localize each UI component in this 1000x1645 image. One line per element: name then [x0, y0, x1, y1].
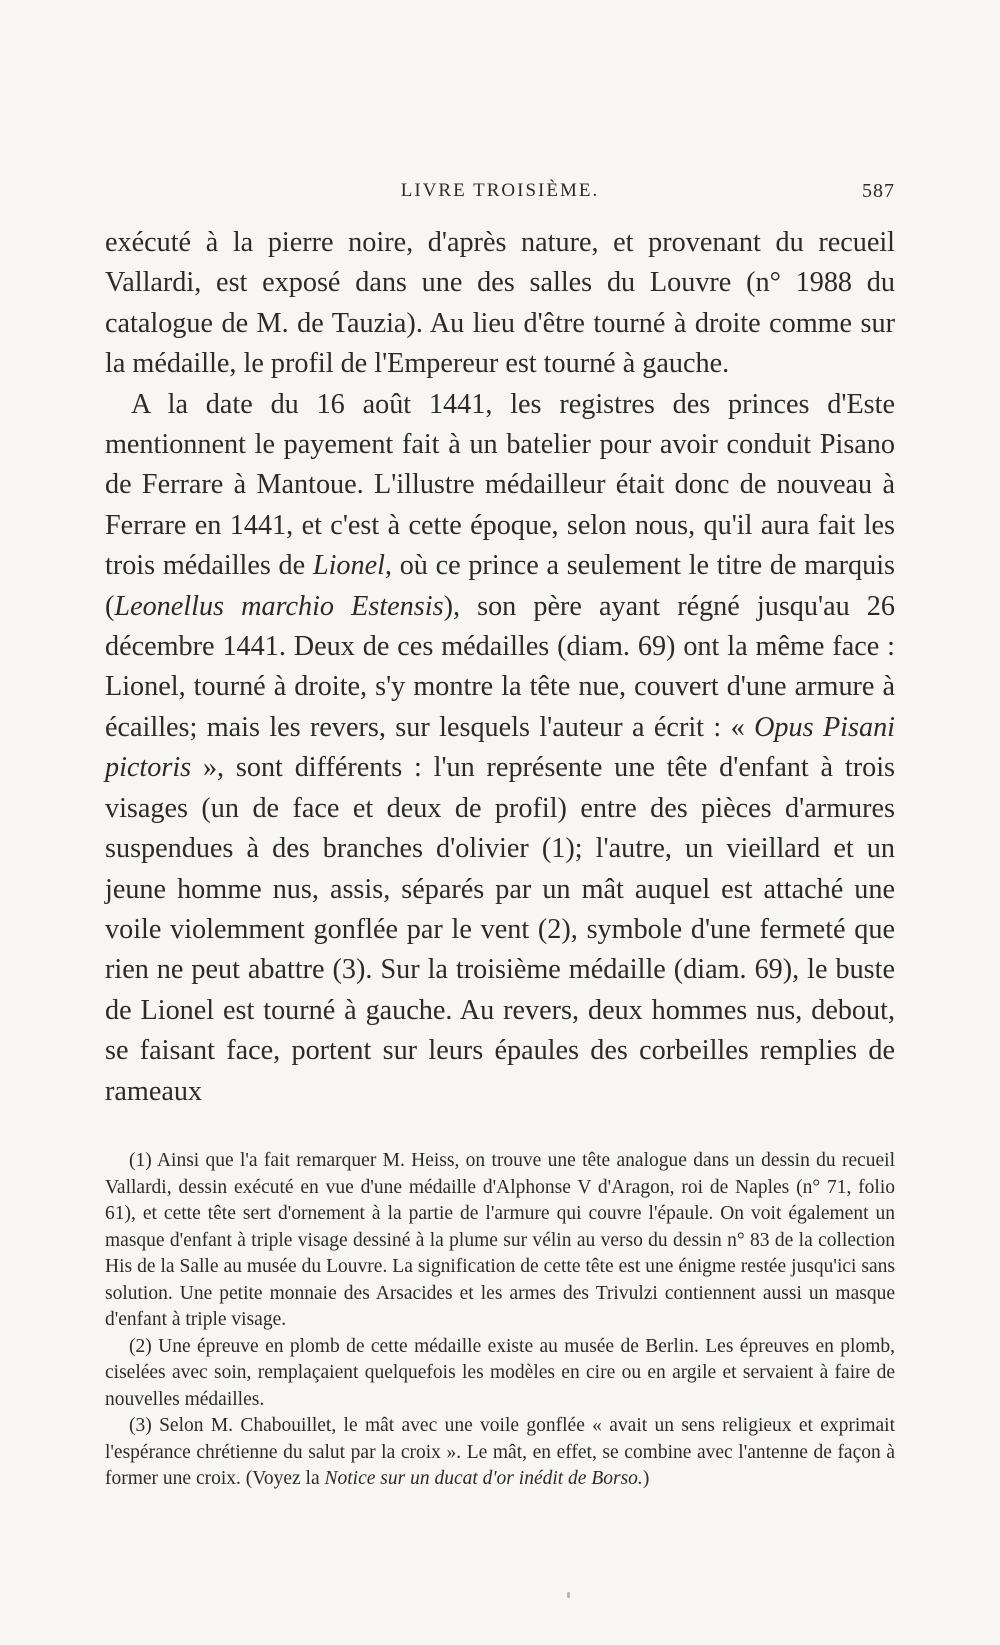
paragraph-2 [105, 385, 895, 1112]
page-number: 587 [862, 180, 895, 202]
paragraph-2-italic-inscription: Opus Pisani pictoris [105, 711, 895, 784]
main-text [105, 223, 895, 1112]
footnote-2: (2) Une épreuve en plomb de cette médaille existe au musée de Berlin. Les épreuves en plomb, ciselées avec soin, remplaçaient quelquefois les modèles en cire ou en argile et servaient à faire de nouvelles médailles. [105, 1335, 895, 1410]
paragraph-2-italic-lionel: Lionel, [312, 550, 392, 582]
paragraph-2-text: A la date du 16 août 1441, les registres des princes d'Este mentionnent le payement fait à un batelier pour avoir conduit Pisano de Ferrare à Mantoue. L'illustre médailleur était donc de nouveau à Ferrare en 1441, et c'est à cette époque, selon nous, qu'il aura fait les trois médailles de [105, 388, 895, 582]
footnote-3-text: (3) Selon M. Chabouillet, le mât avec une voile gonflée « avait un sens religieux et exprimait l'espérance chrétienne du salut par la croix ». Le mât, en effet, se combine avec l'antenne de façon à former une croix. (Voyez la [105, 1415, 895, 1489]
footnote-3-italic-title: Notice sur un ducat d'or inédit de Borso. [324, 1468, 643, 1489]
running-head: LIVRE TROISIÈME. [400, 180, 600, 201]
footnote-3 [105, 1413, 895, 1493]
paragraph-2-text: », sont différents : l'un représente une tête d'enfant à trois visages (un de face et deux de profil) entre des pièces d'armures suspendues à des branches d'olivier (1); l'autre, un vieillard et un jeune homme nus, assis, séparés par un mât auquel est attaché une voile violemment gonflée par le vent (2), symbole d'une fermeté que rien ne peut abattre (3). Sur la troisième médaille (diam. 69), le buste de Lionel est tourné à gauche. Au revers, deux hommes nus, debout, se faisant face, portent sur leurs épaules des corbeilles remplies de rameaux [105, 752, 895, 1107]
paragraph-1: exécuté à la pierre noire, d'après nature, et provenant du recueil Vallardi, est exposé dans une des salles du Louvre (n° 1988 du catalogue de M. de Tauzia). Au lieu d'être tourné à droite comme sur la médaille, le profil de l'Empereur est tourné à gauche. [105, 227, 895, 380]
paragraph-2-italic-legend: Leonellus marchio Estensis [114, 590, 444, 622]
footnotes [105, 1148, 895, 1493]
footnote-1: (1) Ainsi que l'a fait remarquer M. Heiss, on trouve une tête analogue dans un dessin du recueil Vallardi, dessin exécuté en vue d'une médaille d'Alphonse V d'Aragon, roi de Naples (n° 71, folio 61), et cette tête sert d'ornement à la partie de l'armure qui couvre l'épaule. On voit également un masque d'enfant à triple visage dessiné à la plume sur vélin au verso du dessin n° 83 de la collection His de la Salle au musée du Louvre. La signification de cette tête est une énigme restée jusqu'ici sans solution. Une petite monnaie des Arsacides et les armes des Trivulzi contiennent aussi un masque d'enfant à triple visage. [105, 1150, 895, 1330]
footnote-3-text: ) [642, 1468, 650, 1489]
page-header [105, 180, 895, 210]
paragraph-2-text: ), son père ayant régné jusqu'au 26 décembre 1441. Deux de ces médailles (diam. 69) ont la même face : Lionel, tourné à droite, s'y montre la tête nue, couvert d'une armure à écailles; mais les revers, sur lesquels l'auteur a écrit : « [105, 590, 895, 743]
paper-speck [567, 1592, 570, 1598]
paragraph-2-text: où ce prince a seulement le titre de marquis ( [105, 550, 896, 622]
